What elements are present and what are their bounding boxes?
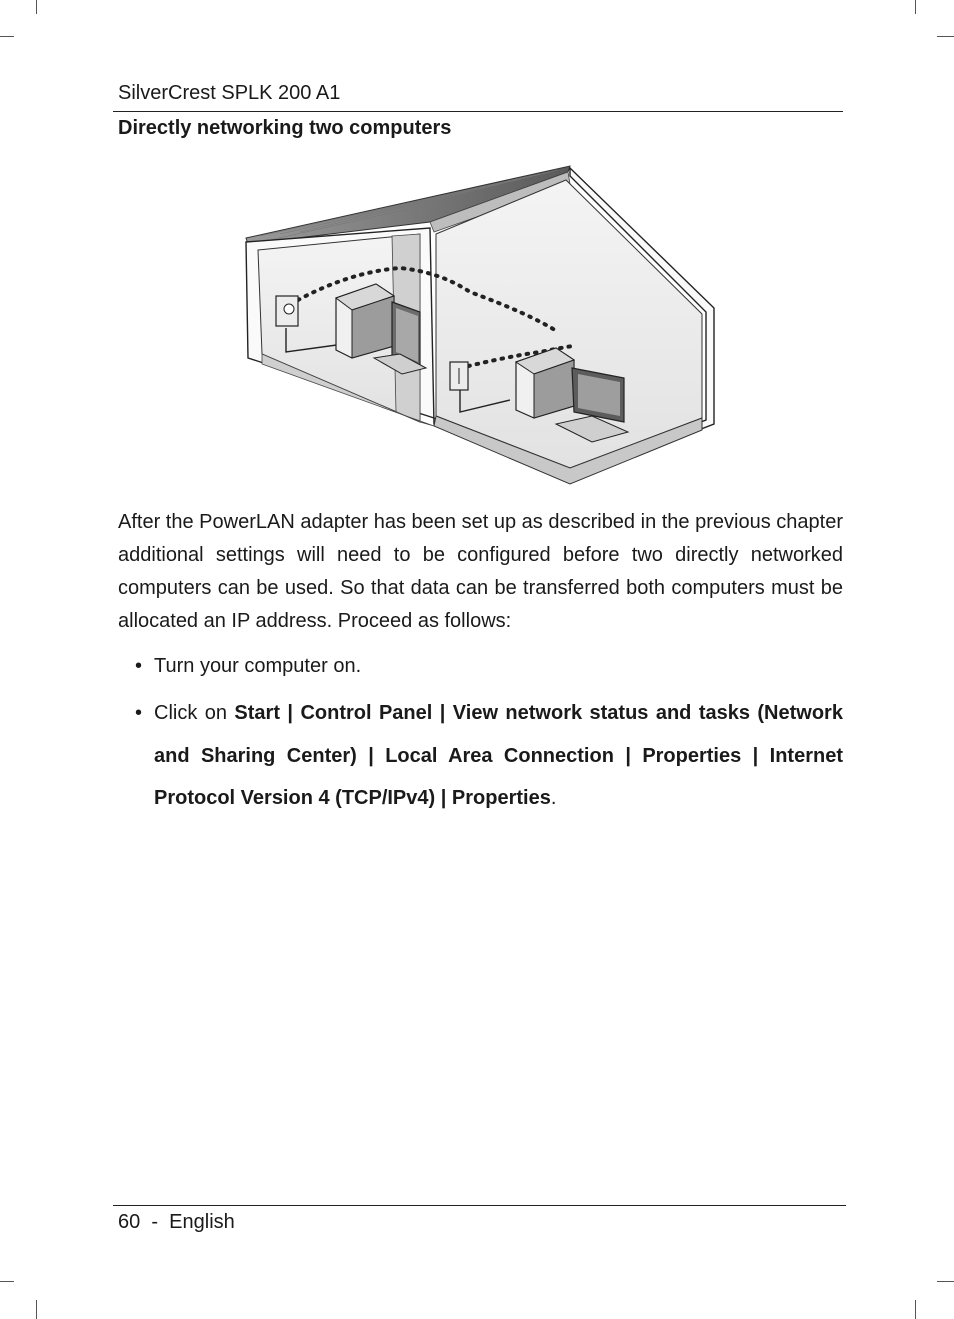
path-separator: | [368, 744, 374, 767]
step-suffix: . [550, 787, 557, 809]
path-separator: | [439, 702, 446, 724]
section-title: Directly networking two computers [118, 117, 452, 139]
footer-language: English [169, 1211, 235, 1233]
bullet-icon: • [135, 702, 143, 724]
step-text: Turn your computer on. [154, 655, 362, 677]
crop-mark [915, 1300, 916, 1319]
path-separator: | [625, 744, 631, 767]
network-illustration [240, 162, 720, 492]
crop-mark [915, 0, 916, 14]
crop-mark [0, 1281, 14, 1282]
menu-path-item: View network status and tasks (Network and Sharing Center) [154, 702, 843, 767]
bullet-icon: • [135, 655, 143, 677]
menu-path-item: Internet Protocol Version 4 (TCP/IPv4) [154, 744, 843, 809]
page-footer [118, 1211, 235, 1234]
menu-path-item: Start [234, 702, 280, 724]
menu-path-item: Local Area Connection [385, 744, 614, 767]
path-separator: | [752, 744, 759, 767]
footer-divider [113, 1205, 846, 1206]
menu-path-item: Properties [642, 744, 742, 767]
crop-mark [36, 0, 37, 14]
crop-mark [937, 36, 954, 37]
step-text [135, 692, 843, 820]
list-item [135, 655, 361, 678]
footer-separator: - [151, 1211, 159, 1233]
running-header: SilverCrest SPLK 200 A1 [118, 82, 341, 104]
header-divider [113, 111, 843, 112]
page-number: 60 [118, 1211, 141, 1233]
path-separator: | [287, 702, 294, 724]
crop-mark [937, 1281, 954, 1282]
crop-mark [0, 36, 14, 37]
menu-path-item: Properties [451, 787, 551, 809]
list-item [135, 692, 843, 820]
step-prefix: Click on [154, 702, 235, 724]
crop-mark [36, 1300, 37, 1319]
menu-path-item: Control Panel [300, 702, 433, 724]
intro-paragraph: After the PowerLAN adapter has been set up as described in the previous chapter additional settings will need to be configured before two directly networked computers can be used. So that data can be transferred both computers must be allocated an IP address. Proceed as follows: [118, 511, 843, 632]
path-separator: | [440, 787, 447, 809]
